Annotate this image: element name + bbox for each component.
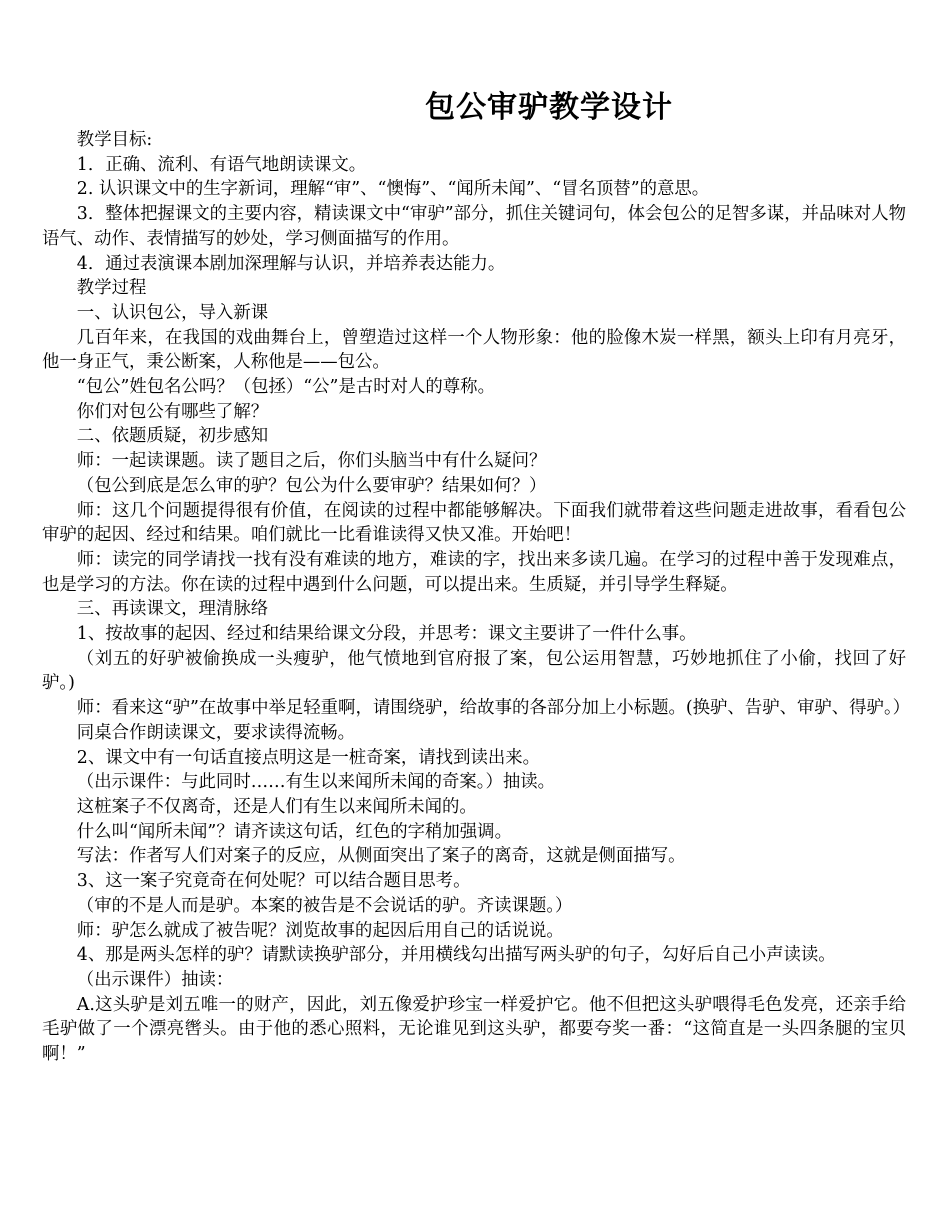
paragraph: （包公到底是怎么审的驴？包公为什么要审驴？结果如何？） [76,475,547,496]
paragraph: （刘五的好驴被偷换成一头瘦驴，他气愤地到官府报了案，包公运用智慧，巧妙地抓住了小偷，找回了好驴。) [42,648,906,694]
section-heading: 一、认识包公，导入新课 [76,302,269,323]
paragraph: 4．通过表演课本剧加深理解与认识，并培养表达能力。 [76,253,506,274]
paragraph: （出示课件：与此同时……有生以来闻所未闻的奇案。）抽读。 [76,772,556,793]
paragraph: （出示课件）抽读： [76,969,234,990]
paragraph: 3、这一案子究竟奇在何处呢？可以结合题目思考。 [76,871,471,892]
paragraph: 几百年来，在我国的戏曲舞台上，曾塑造过这样一个人物形象：他的脸像木炭一样黑，额头上印有月亮牙，他一身正气，秉公断案，人称他是——包公。 [42,327,906,373]
paragraph: 3．整体把握课文的主要内容，精读课文中“审驴”部分，抓住关键词句，体会包公的足智多谋，并品味对人物语气、动作、表情描写的妙处，学习侧面描写的作用。 [42,204,906,249]
paragraph: 师：这几个问题提得很有价值，在阅读的过程中都能够解决。下面我们就带着这些问题走进故事，看看包公审驴的起因、经过和结果。咱们就比一比看谁读得又快又准。开始吧！ [42,500,906,546]
paragraph: 2. 认识课文中的生字新词，理解“审”、“懊悔”、“闻所未闻”、“冒名顶替”的意思。 [76,179,710,200]
paragraph: （审的不是人而是驴。本案的被告是不会说话的驴。齐读课题。） [76,895,573,916]
paragraph: 师：一起读课题。读了题目之后，你们头脑当中有什么疑问？ [76,451,547,472]
paragraph: 教学过程 [76,278,147,299]
paragraph: 师：读完的同学请找一找有没有难读的地方，难读的字，找出来多读几遍。在学习的过程中善于发现难点，也是学习的方法。你在读的过程中遇到什么问题，可以提出来。生质疑，并引导学生释疑。 [42,549,906,595]
paragraph: “包公”姓包名公吗？（包拯）“公”是古时对人的尊称。 [76,377,495,398]
paragraph: 4、那是两头怎样的驴？请默读换驴部分，并用横线勾出描写两头驴的句子，勾好后自己小声读读。 [76,945,836,966]
paragraph: 教学目标: [76,130,153,150]
paragraph: 写法：作者写人们对案子的反应，从侧面突出了案子的离奇，这就是侧面描写。 [76,846,686,867]
paragraph: 这桩案子不仅离奇，还是人们有生以来闻所未闻的。 [76,796,477,817]
paragraph: 1．正确、流利、有语气地朗读课文。 [76,154,367,175]
paragraph: 师：看来这“驴”在故事中举足轻重啊，请围绕驴，给故事的各部分加上小标题。(换驴、告驴、审驴、得驴。） [76,698,911,719]
section-heading: 三、再读课文，理清脉络 [76,599,269,620]
paragraph: 你们对包公有哪些了解？ [76,401,269,422]
paragraph: 1、按故事的起因、经过和结果给课文分段，并思考：课文主要讲了一件什么事。 [76,624,697,645]
section-heading: 二、依题质疑，初步感知 [76,426,269,447]
paragraph: 2、课文中有一句话直接点明这是一桩奇案，请找到读出来。 [76,747,541,768]
paragraph: 同桌合作朗读课文，要求读得流畅。 [76,722,356,743]
paragraph: 师：驴怎么就成了被告呢？浏览故事的起因后用自己的话说说。 [76,920,564,941]
paragraph: A.这头驴是刘五唯一的财产，因此，刘五像爱护珍宝一样爱护它。他不但把这头驴喂得毛色发亮，还亲手给毛驴做了一个漂亮辔头。由于他的悉心照料，无论谁见到这头驴，都要夸奖一番：“这简直是一头四条腿的宝贝啊！” [42,994,906,1065]
paragraph: 什么叫“闻所未闻”？请齐读这句话，红色的字稍加强调。 [76,821,512,842]
document-body [42,128,911,1067]
document-title: 包公审驴教学设计 [425,90,673,125]
